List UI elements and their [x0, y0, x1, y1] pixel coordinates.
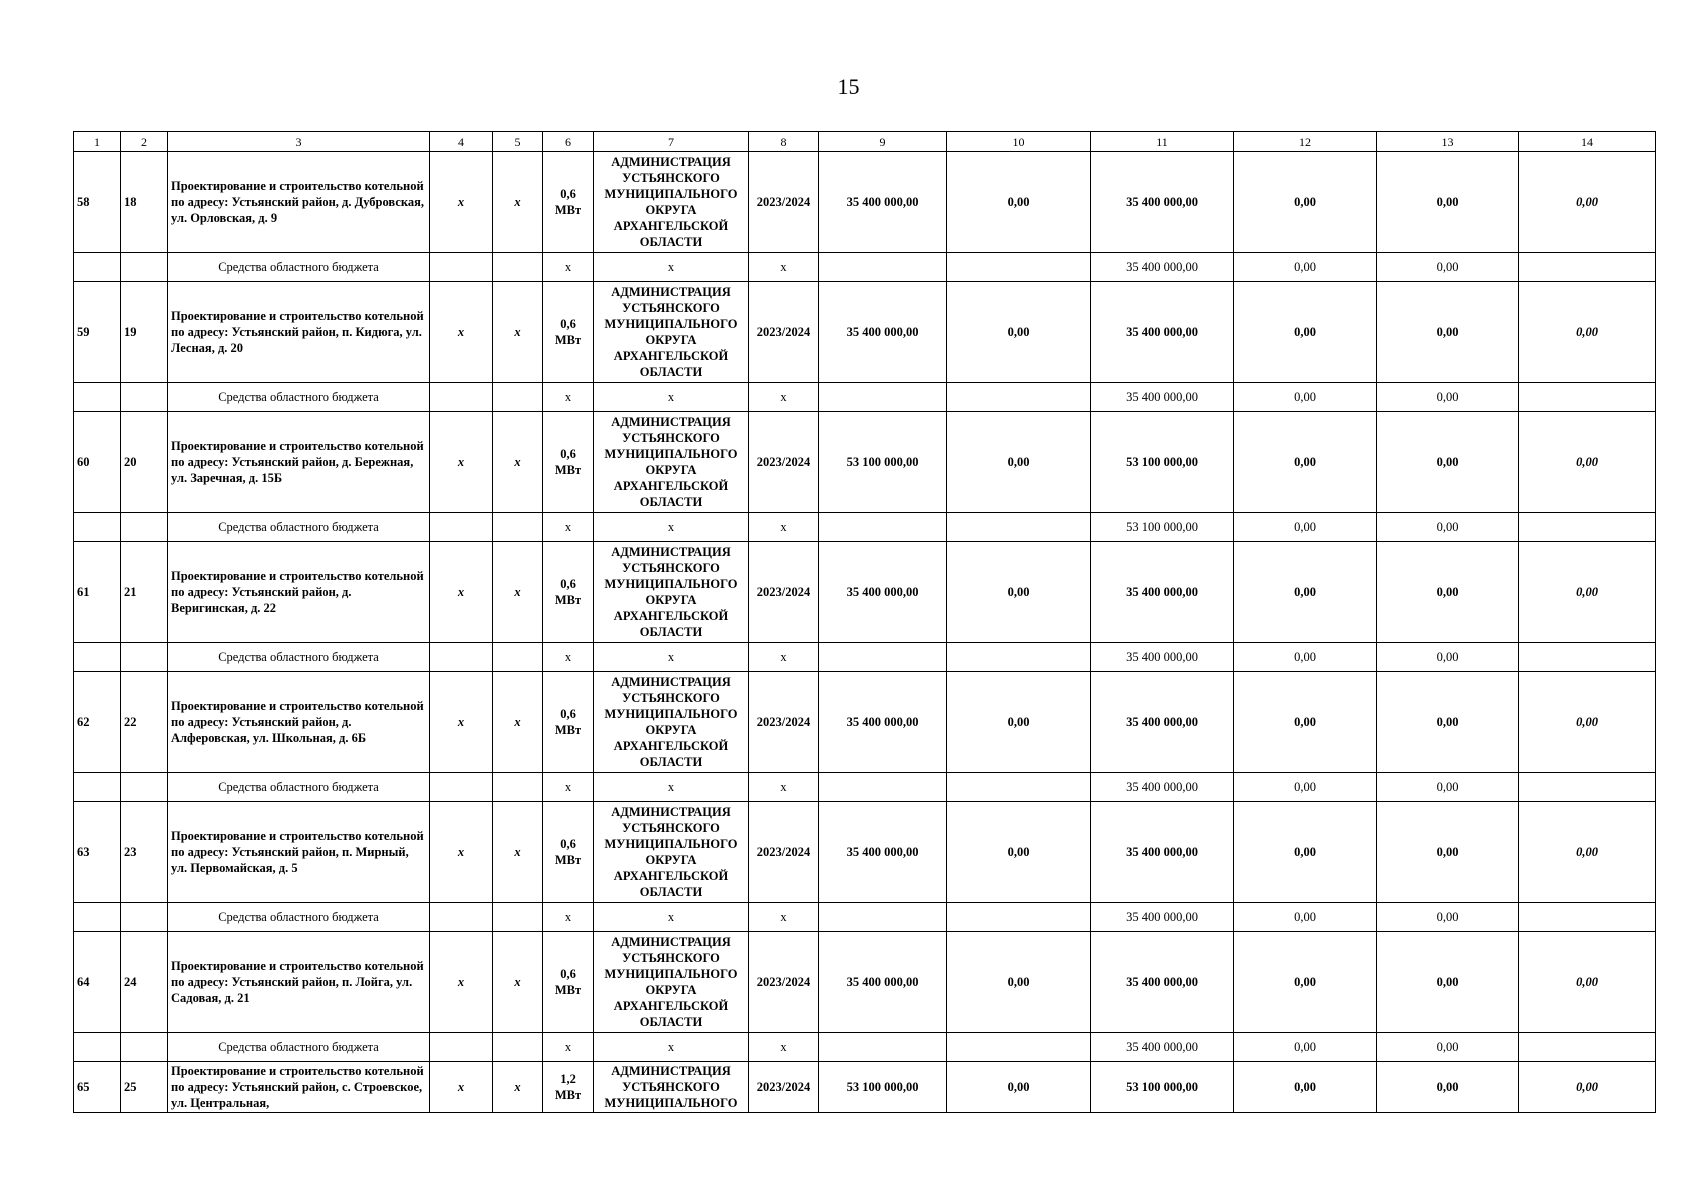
table-cell: [430, 773, 493, 802]
amount-cell: 0,00: [1377, 253, 1519, 282]
amount-cell: 35 400 000,00: [1091, 802, 1234, 903]
table-cell: [430, 1033, 493, 1062]
table-cell: [493, 1033, 543, 1062]
project-title: Проектирование и строительство котельной по адресу: Устьянский район, д. Дубровская, ул. Орловская, д. 9: [168, 152, 430, 253]
table-cell: [947, 383, 1091, 412]
table-cell: [819, 383, 947, 412]
column-number: 3: [168, 132, 430, 152]
table-cell: x: [594, 1033, 749, 1062]
table-cell: [121, 773, 168, 802]
funding-source-label: Средства областного бюджета: [168, 513, 430, 542]
table-cell: x: [749, 253, 819, 282]
column-number: 14: [1519, 132, 1656, 152]
amount-cell: 0,00: [947, 802, 1091, 903]
amount-cell: 0,00: [1519, 1062, 1656, 1113]
amount-cell: 0,00: [947, 412, 1091, 513]
row-number: 58: [74, 152, 121, 253]
project-title: Проектирование и строительство котельной по адресу: Устьянский район, д. Бережная, ул. Заречная, д. 15Б: [168, 412, 430, 513]
table-row-truncated: [74, 1062, 1656, 1113]
amount-cell: 35 400 000,00: [1091, 903, 1234, 932]
funding-source-row: [74, 773, 1656, 802]
funding-source-row: [74, 1033, 1656, 1062]
funding-source-label: Средства областного бюджета: [168, 1033, 430, 1062]
table-row: [74, 152, 1656, 253]
column-number: 1: [74, 132, 121, 152]
amount-cell: 35 400 000,00: [819, 542, 947, 643]
table-cell: x: [430, 282, 493, 383]
table-cell: x: [430, 932, 493, 1033]
project-title: Проектирование и строительство котельной по адресу: Устьянский район, п. Кидюга, ул. Лесная, д. 20: [168, 282, 430, 383]
amount-cell: 0,00: [1377, 1033, 1519, 1062]
table-cell: x: [749, 1033, 819, 1062]
table-cell: [493, 643, 543, 672]
table-cell: [819, 643, 947, 672]
amount-cell: 0,00: [947, 542, 1091, 643]
table-cell: x: [594, 903, 749, 932]
table-cell: [121, 513, 168, 542]
amount-cell: 0,00: [1377, 672, 1519, 773]
capacity-cell: 0,6 МВт: [543, 672, 594, 773]
table-cell: x: [493, 1062, 543, 1113]
table-row: [74, 672, 1656, 773]
page-number: 15: [837, 74, 860, 99]
funding-source-label: Средства областного бюджета: [168, 773, 430, 802]
amount-cell: 0,00: [1234, 152, 1377, 253]
amount-cell: 0,00: [1519, 542, 1656, 643]
amount-cell: 0,00: [1377, 412, 1519, 513]
table-cell: x: [430, 1062, 493, 1113]
table-cell: [947, 1033, 1091, 1062]
table-cell: x: [749, 513, 819, 542]
amount-cell: 0,00: [1234, 643, 1377, 672]
amount-cell: 0,00: [1377, 1062, 1519, 1113]
amount-cell: 0,00: [947, 1062, 1091, 1113]
row-number: 64: [74, 932, 121, 1033]
amount-cell: 0,00: [1519, 412, 1656, 513]
table-cell: [819, 1033, 947, 1062]
column-number: 4: [430, 132, 493, 152]
organization-cell: АДМИНИСТРАЦИЯ УСТЬЯНСКОГО МУНИЦИПАЛЬНОГО: [594, 1062, 749, 1113]
capacity-cell: 1,2 МВт: [543, 1062, 594, 1113]
table-cell: x: [493, 152, 543, 253]
row-number: 24: [121, 932, 168, 1033]
table-cell: [1519, 513, 1656, 542]
table-cell: [1519, 903, 1656, 932]
row-number: 59: [74, 282, 121, 383]
project-title: Проектирование и строительство котельной по адресу: Устьянский район, п. Лойга, ул. Садовая, д. 21: [168, 932, 430, 1033]
table-cell: [819, 253, 947, 282]
amount-cell: 35 400 000,00: [1091, 773, 1234, 802]
row-number: 61: [74, 542, 121, 643]
table-cell: [430, 513, 493, 542]
amount-cell: 0,00: [1234, 672, 1377, 773]
table-cell: x: [430, 542, 493, 643]
column-number: 7: [594, 132, 749, 152]
funding-source-row: [74, 643, 1656, 672]
organization-cell: АДМИНИСТРАЦИЯ УСТЬЯНСКОГО МУНИЦИПАЛЬНОГО ОКРУГА АРХАНГЕЛЬСКОЙ ОБЛАСТИ: [594, 412, 749, 513]
row-number: 20: [121, 412, 168, 513]
period-cell: 2023/2024: [749, 672, 819, 773]
amount-cell: 0,00: [1234, 383, 1377, 412]
row-number: 19: [121, 282, 168, 383]
table-row: [74, 282, 1656, 383]
project-title: Проектирование и строительство котельной по адресу: Устьянский район, д. Веригинская, д. 22: [168, 542, 430, 643]
amount-cell: 0,00: [1234, 802, 1377, 903]
table-cell: [74, 513, 121, 542]
table-cell: [1519, 383, 1656, 412]
organization-cell: АДМИНИСТРАЦИЯ УСТЬЯНСКОГО МУНИЦИПАЛЬНОГО ОКРУГА АРХАНГЕЛЬСКОЙ ОБЛАСТИ: [594, 542, 749, 643]
table-cell: [947, 253, 1091, 282]
amount-cell: 0,00: [1377, 773, 1519, 802]
table-cell: [121, 903, 168, 932]
table-cell: [121, 383, 168, 412]
capacity-cell: 0,6 МВт: [543, 282, 594, 383]
table-cell: [819, 773, 947, 802]
period-cell: 2023/2024: [749, 542, 819, 643]
table-body: [74, 132, 1656, 1113]
table-cell: [947, 773, 1091, 802]
table-cell: x: [594, 253, 749, 282]
funding-source-row: [74, 253, 1656, 282]
amount-cell: 0,00: [947, 932, 1091, 1033]
column-number-row: [74, 132, 1656, 152]
table-cell: [819, 903, 947, 932]
column-number: 9: [819, 132, 947, 152]
table-cell: [430, 903, 493, 932]
amount-cell: 0,00: [1377, 903, 1519, 932]
table-cell: x: [543, 903, 594, 932]
amount-cell: 35 400 000,00: [1091, 152, 1234, 253]
table-cell: [121, 643, 168, 672]
table-cell: [1519, 773, 1656, 802]
amount-cell: 35 400 000,00: [1091, 253, 1234, 282]
table-cell: [74, 903, 121, 932]
table-cell: x: [594, 513, 749, 542]
organization-cell: АДМИНИСТРАЦИЯ УСТЬЯНСКОГО МУНИЦИПАЛЬНОГО ОКРУГА АРХАНГЕЛЬСКОЙ ОБЛАСТИ: [594, 152, 749, 253]
amount-cell: 0,00: [1377, 282, 1519, 383]
table-cell: x: [493, 672, 543, 773]
amount-cell: 0,00: [1377, 383, 1519, 412]
amount-cell: 0,00: [1377, 802, 1519, 903]
organization-cell: АДМИНИСТРАЦИЯ УСТЬЯНСКОГО МУНИЦИПАЛЬНОГО ОКРУГА АРХАНГЕЛЬСКОЙ ОБЛАСТИ: [594, 802, 749, 903]
amount-cell: 0,00: [1234, 1033, 1377, 1062]
row-number: 60: [74, 412, 121, 513]
amount-cell: 35 400 000,00: [1091, 1033, 1234, 1062]
table-cell: x: [493, 542, 543, 643]
row-number: 18: [121, 152, 168, 253]
funding-source-row: [74, 383, 1656, 412]
table-cell: x: [543, 643, 594, 672]
amount-cell: 0,00: [1234, 903, 1377, 932]
column-number: 13: [1377, 132, 1519, 152]
table-cell: x: [493, 412, 543, 513]
amount-cell: 0,00: [947, 152, 1091, 253]
organization-cell: АДМИНИСТРАЦИЯ УСТЬЯНСКОГО МУНИЦИПАЛЬНОГО ОКРУГА АРХАНГЕЛЬСКОЙ ОБЛАСТИ: [594, 282, 749, 383]
funding-source-label: Средства областного бюджета: [168, 383, 430, 412]
table-cell: x: [749, 383, 819, 412]
amount-cell: 35 400 000,00: [1091, 282, 1234, 383]
table-cell: [493, 773, 543, 802]
table-cell: x: [594, 383, 749, 412]
amount-cell: 35 400 000,00: [819, 152, 947, 253]
table-cell: [493, 383, 543, 412]
row-number: 23: [121, 802, 168, 903]
table-row: [74, 542, 1656, 643]
project-title: Проектирование и строительство котельной по адресу: Устьянский район, с. Строевское, ул. Центральная,: [168, 1062, 430, 1113]
table-row: [74, 802, 1656, 903]
organization-cell: АДМИНИСТРАЦИЯ УСТЬЯНСКОГО МУНИЦИПАЛЬНОГО ОКРУГА АРХАНГЕЛЬСКОЙ ОБЛАСТИ: [594, 672, 749, 773]
funding-source-row: [74, 513, 1656, 542]
table-cell: x: [493, 802, 543, 903]
table-cell: [493, 903, 543, 932]
column-number: 5: [493, 132, 543, 152]
capacity-cell: 0,6 МВт: [543, 412, 594, 513]
amount-cell: 0,00: [1234, 282, 1377, 383]
amount-cell: 35 400 000,00: [1091, 643, 1234, 672]
period-cell: 2023/2024: [749, 1062, 819, 1113]
table-cell: [430, 253, 493, 282]
amount-cell: 35 400 000,00: [1091, 542, 1234, 643]
row-number: 62: [74, 672, 121, 773]
amount-cell: 0,00: [1234, 773, 1377, 802]
table-cell: x: [543, 253, 594, 282]
amount-cell: 0,00: [1234, 412, 1377, 513]
amount-cell: 0,00: [1234, 932, 1377, 1033]
funding-source-label: Средства областного бюджета: [168, 253, 430, 282]
table-cell: x: [749, 903, 819, 932]
amount-cell: 0,00: [1519, 932, 1656, 1033]
table-cell: x: [430, 412, 493, 513]
funding-source-label: Средства областного бюджета: [168, 643, 430, 672]
amount-cell: 0,00: [947, 672, 1091, 773]
amount-cell: 0,00: [1234, 513, 1377, 542]
table-cell: [121, 1033, 168, 1062]
table-cell: [121, 253, 168, 282]
amount-cell: 0,00: [1519, 802, 1656, 903]
table-cell: x: [493, 282, 543, 383]
capacity-cell: 0,6 МВт: [543, 932, 594, 1033]
table-cell: [819, 513, 947, 542]
amount-cell: 0,00: [1377, 152, 1519, 253]
period-cell: 2023/2024: [749, 412, 819, 513]
column-number: 8: [749, 132, 819, 152]
amount-cell: 0,00: [1234, 253, 1377, 282]
amount-cell: 0,00: [1377, 513, 1519, 542]
table-cell: x: [749, 773, 819, 802]
amount-cell: 35 400 000,00: [1091, 932, 1234, 1033]
table-cell: [947, 903, 1091, 932]
amount-cell: 53 100 000,00: [1091, 513, 1234, 542]
capacity-cell: 0,6 МВт: [543, 542, 594, 643]
table-cell: [430, 383, 493, 412]
table-row: [74, 412, 1656, 513]
amount-cell: 0,00: [1377, 932, 1519, 1033]
table-cell: [74, 253, 121, 282]
project-title: Проектирование и строительство котельной по адресу: Устьянский район, д. Алферовская, ул. Школьная, д. 6Б: [168, 672, 430, 773]
amount-cell: 0,00: [1377, 643, 1519, 672]
table-cell: [1519, 253, 1656, 282]
column-number: 6: [543, 132, 594, 152]
table-cell: [74, 383, 121, 412]
table-cell: [74, 1033, 121, 1062]
table-cell: [493, 513, 543, 542]
amount-cell: 53 100 000,00: [819, 1062, 947, 1113]
table-cell: [1519, 643, 1656, 672]
column-number: 10: [947, 132, 1091, 152]
amount-cell: 35 400 000,00: [819, 672, 947, 773]
table-cell: x: [543, 773, 594, 802]
table-cell: x: [749, 643, 819, 672]
table-cell: [493, 253, 543, 282]
table-cell: [947, 643, 1091, 672]
table-cell: x: [430, 802, 493, 903]
project-title: Проектирование и строительство котельной по адресу: Устьянский район, п. Мирный, ул. Первомайская, д. 5: [168, 802, 430, 903]
table-cell: [1519, 1033, 1656, 1062]
capacity-cell: 0,6 МВт: [543, 152, 594, 253]
table-cell: x: [594, 773, 749, 802]
organization-cell: АДМИНИСТРАЦИЯ УСТЬЯНСКОГО МУНИЦИПАЛЬНОГО ОКРУГА АРХАНГЕЛЬСКОЙ ОБЛАСТИ: [594, 932, 749, 1033]
table-cell: x: [430, 152, 493, 253]
row-number: 22: [121, 672, 168, 773]
amount-cell: 35 400 000,00: [819, 802, 947, 903]
amount-cell: 0,00: [1377, 542, 1519, 643]
table-cell: x: [543, 513, 594, 542]
funding-source-label: Средства областного бюджета: [168, 903, 430, 932]
period-cell: 2023/2024: [749, 282, 819, 383]
table-cell: x: [594, 643, 749, 672]
amount-cell: 0,00: [1234, 542, 1377, 643]
table-cell: x: [430, 672, 493, 773]
table-cell: [74, 643, 121, 672]
amount-cell: 0,00: [947, 282, 1091, 383]
period-cell: 2023/2024: [749, 802, 819, 903]
table-cell: x: [543, 383, 594, 412]
table-cell: [430, 643, 493, 672]
row-number: 63: [74, 802, 121, 903]
funding-source-row: [74, 903, 1656, 932]
amount-cell: 0,00: [1519, 282, 1656, 383]
table-cell: x: [493, 932, 543, 1033]
row-number: 65: [74, 1062, 121, 1113]
amount-cell: 0,00: [1519, 672, 1656, 773]
period-cell: 2023/2024: [749, 152, 819, 253]
amount-cell: 53 100 000,00: [819, 412, 947, 513]
table-cell: x: [543, 1033, 594, 1062]
column-number: 2: [121, 132, 168, 152]
row-number: 25: [121, 1062, 168, 1113]
amount-cell: 35 400 000,00: [819, 932, 947, 1033]
row-number: 21: [121, 542, 168, 643]
table-row: [74, 932, 1656, 1033]
amount-cell: 53 100 000,00: [1091, 412, 1234, 513]
column-number: 11: [1091, 132, 1234, 152]
column-number: 12: [1234, 132, 1377, 152]
table-cell: [947, 513, 1091, 542]
period-cell: 2023/2024: [749, 932, 819, 1033]
investment-table: [73, 131, 1656, 1113]
amount-cell: 53 100 000,00: [1091, 1062, 1234, 1113]
capacity-cell: 0,6 МВт: [543, 802, 594, 903]
amount-cell: 0,00: [1519, 152, 1656, 253]
amount-cell: 35 400 000,00: [819, 282, 947, 383]
table-cell: [74, 773, 121, 802]
amount-cell: 35 400 000,00: [1091, 383, 1234, 412]
amount-cell: 0,00: [1234, 1062, 1377, 1113]
amount-cell: 35 400 000,00: [1091, 672, 1234, 773]
